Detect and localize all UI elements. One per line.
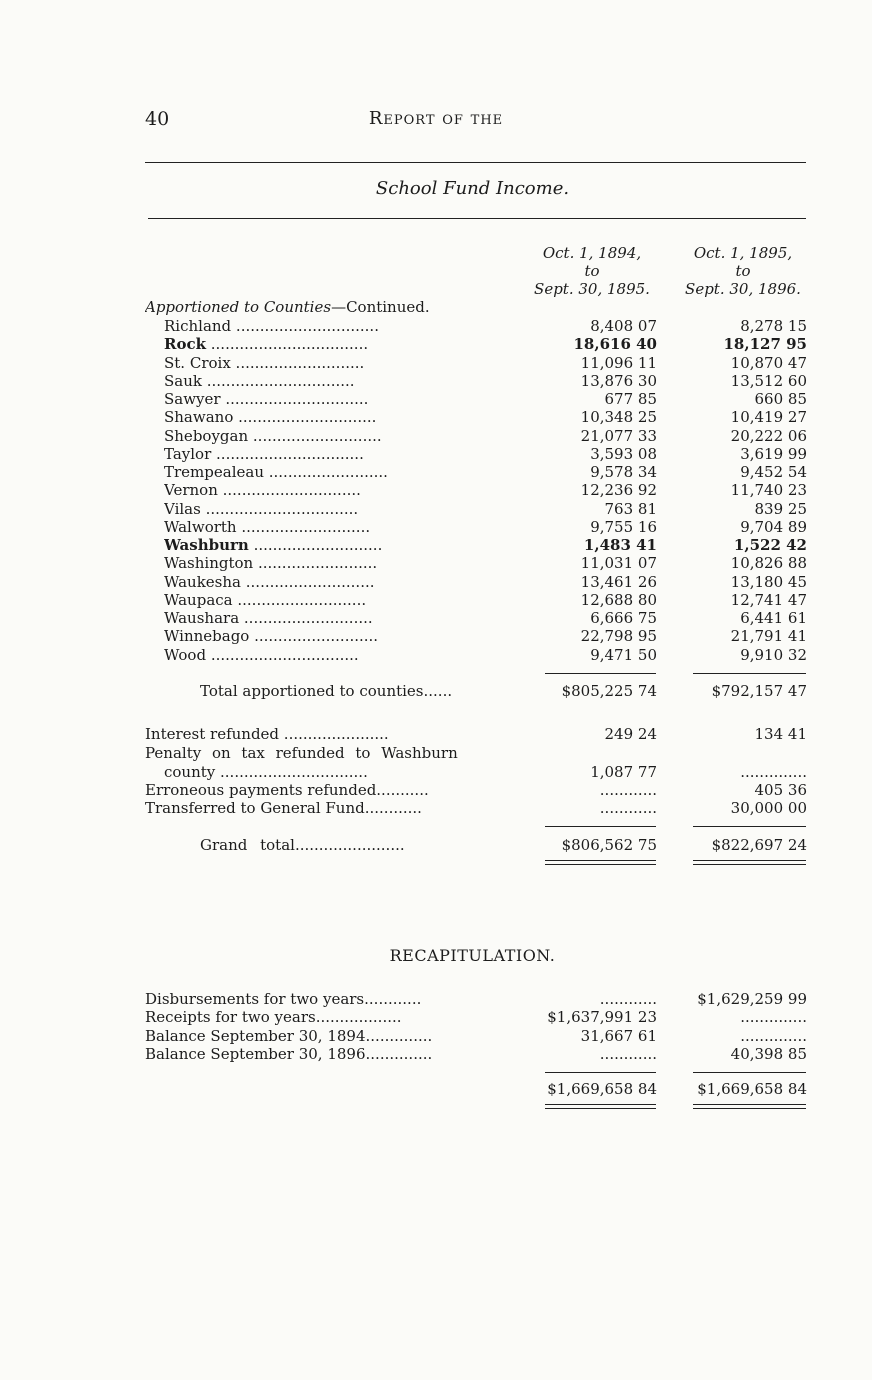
column-heading-1894-line2: to <box>584 262 600 280</box>
county-name <box>164 481 361 499</box>
erroneous-payments-1894: ............ <box>599 781 657 799</box>
county-leader-dots: ........................... <box>248 536 383 554</box>
county-value-1894: 9,578 34 <box>590 463 657 481</box>
county-leader-dots: ........................... <box>239 609 373 627</box>
transferred-1895: 30,000 00 <box>730 799 807 817</box>
recap-total-2: $1,669,658 84 <box>697 1080 807 1098</box>
recap-total-1: $1,669,658 84 <box>547 1080 657 1098</box>
county-leader-dots: .............................. <box>231 317 379 335</box>
recap-value-2: .............. <box>740 1026 807 1045</box>
county-value-1894: 11,031 07 <box>580 554 657 573</box>
recap-double-rule-1 <box>545 1104 656 1109</box>
county-value-1895: 9,452 54 <box>740 463 807 481</box>
county-name <box>164 354 364 372</box>
county-value-1895: 9,910 32 <box>740 645 807 664</box>
county-name <box>164 390 368 408</box>
county-name-text: Waukesha <box>164 572 241 591</box>
transferred-label: Transferred to General Fund............ <box>145 799 422 817</box>
county-leader-dots: ............................... <box>211 444 364 463</box>
county-name <box>164 591 366 609</box>
county-name-text: Shawano <box>164 408 234 427</box>
county-value-1895: 11,740 23 <box>730 481 807 500</box>
county-name <box>164 317 379 335</box>
county-value-1895: 3,619 99 <box>740 444 807 463</box>
grand-total-1895: $822,697 24 <box>711 836 807 854</box>
running-head <box>0 108 872 129</box>
total-apportioned-row <box>145 682 807 700</box>
transferred-row <box>145 799 807 817</box>
county-value-1894: 13,876 30 <box>580 371 657 390</box>
interest-refunded-1894: 249 24 <box>604 725 657 743</box>
penalty-label-line1: Penalty on tax refunded to Washburn <box>145 744 458 762</box>
county-leader-dots: ................................. <box>206 335 369 354</box>
recap-value-1: ............ <box>599 1044 657 1063</box>
county-leader-dots: .............................. <box>220 390 369 408</box>
county-row <box>145 427 807 445</box>
apportioned-heading-rest: —Continued. <box>331 298 430 316</box>
county-row <box>145 536 807 554</box>
recap-label: Balance September 30, 1896.............. <box>145 1044 433 1063</box>
county-row <box>145 591 807 609</box>
apportioned-heading <box>145 298 807 316</box>
column-heading-1894 <box>527 244 657 298</box>
county-name <box>164 573 375 591</box>
county-leader-dots: ........................... <box>230 353 365 372</box>
recap-label: Balance September 30, 1894.............. <box>145 1026 433 1045</box>
county-name <box>164 372 355 390</box>
recap-double-rule-2 <box>693 1104 806 1109</box>
running-head-text: Report of the <box>368 108 504 129</box>
double-rule-1894 <box>545 860 656 865</box>
penalty-1894: 1,087 77 <box>590 763 657 781</box>
county-row <box>145 627 807 645</box>
county-value-1894: 677 85 <box>604 390 657 408</box>
grand-total-row <box>145 836 807 854</box>
recap-sum-line-2 <box>693 1072 806 1073</box>
county-row <box>145 463 807 481</box>
sum-line-1895 <box>693 673 806 674</box>
county-value-1895: 21,791 41 <box>730 627 807 646</box>
recap-value-1: 31,667 61 <box>580 1026 657 1045</box>
county-name <box>164 427 382 445</box>
county-name-text: Taylor <box>164 444 212 463</box>
county-name-text: Wood <box>164 645 207 664</box>
county-leader-dots: ........................... <box>236 517 371 536</box>
column-heading-1894-line1: Oct. 1, 1894, <box>542 244 642 262</box>
page-number: 40 <box>145 108 170 130</box>
recap-sum-line-1 <box>545 1072 656 1073</box>
county-value-1894: 18,616 40 <box>573 335 657 354</box>
county-name <box>164 554 377 572</box>
county-value-1894: 1,483 41 <box>583 536 657 554</box>
column-heading-1895 <box>677 244 809 298</box>
county-name <box>164 518 370 536</box>
total-apportioned-1895: $792,157 47 <box>711 682 807 700</box>
county-name <box>164 646 359 664</box>
county-value-1895: 1,522 42 <box>733 536 807 554</box>
county-leader-dots: ......................... <box>253 554 378 573</box>
column-heading-1895-line1: Oct. 1, 1895, <box>693 244 793 262</box>
county-name <box>164 609 373 627</box>
county-name-text: Richland <box>164 317 232 335</box>
county-value-1894: 11,096 11 <box>580 353 657 372</box>
section-title: School Fund Income. <box>375 178 570 199</box>
county-value-1894: 12,236 92 <box>580 481 657 500</box>
erroneous-payments-1895: 405 36 <box>754 781 807 799</box>
county-value-1894: 21,077 33 <box>580 426 657 445</box>
county-value-1894: 13,461 26 <box>580 572 657 591</box>
county-row <box>145 500 807 518</box>
county-row <box>145 554 807 572</box>
county-row <box>145 481 807 499</box>
county-value-1894: 8,408 07 <box>590 317 657 335</box>
recap-row <box>145 1045 807 1063</box>
county-value-1894: 9,471 50 <box>590 645 657 664</box>
county-value-1895: 9,704 89 <box>740 517 807 536</box>
county-value-1894: 10,348 25 <box>580 408 657 427</box>
county-value-1894: 22,798 95 <box>580 627 657 646</box>
county-value-1895: 13,512 60 <box>730 371 807 390</box>
grand-sum-line-1894 <box>545 826 656 827</box>
erroneous-payments-row <box>145 781 807 799</box>
county-leader-dots: .......................... <box>249 627 379 646</box>
header-rule <box>145 162 806 163</box>
county-name-text: Winnebago <box>164 627 250 646</box>
county-name-text: Sauk <box>164 371 202 390</box>
recap-row <box>145 1008 807 1026</box>
county-name-text: Waupaca <box>164 590 233 609</box>
county-value-1895: 660 85 <box>754 390 807 408</box>
county-leader-dots: ............................... <box>201 371 355 390</box>
column-heading-1895-line3: Sept. 30, 1896. <box>685 280 801 298</box>
penalty-1895: .............. <box>740 763 807 781</box>
county-leader-dots: ........................... <box>241 572 375 591</box>
county-value-1895: 8,278 15 <box>740 317 807 335</box>
penalty-row-line1 <box>145 744 807 762</box>
recap-label: Receipts for two years.................. <box>145 1008 402 1027</box>
county-leader-dots: ............................. <box>233 408 377 427</box>
county-row <box>145 372 807 390</box>
county-name-text: Sheboygan <box>164 426 249 445</box>
county-row <box>145 317 807 335</box>
county-row <box>145 390 807 408</box>
grand-total-label: Grand total....................... <box>200 836 405 854</box>
transferred-1894: ............ <box>599 799 657 817</box>
county-value-1894: 763 81 <box>604 499 657 518</box>
county-name <box>164 627 378 645</box>
county-name-text: Vilas <box>164 499 201 518</box>
county-name-text: Trempealeau <box>164 463 264 481</box>
county-value-1895: 18,127 95 <box>723 335 807 354</box>
county-name-text: Walworth <box>164 517 237 536</box>
grand-sum-line-1895 <box>693 826 806 827</box>
apportioned-heading-italic: Apportioned to Counties <box>145 298 332 316</box>
penalty-label-line2: county ............................... <box>164 763 368 781</box>
county-leader-dots: ........................... <box>232 590 367 609</box>
county-value-1894: 6,666 75 <box>590 609 657 627</box>
county-name-text: Vernon <box>164 481 218 500</box>
county-leader-dots: ............................... <box>206 645 359 664</box>
county-value-1894: 9,755 16 <box>590 517 657 536</box>
erroneous-payments-label: Erroneous payments refunded........... <box>145 781 429 799</box>
county-name <box>164 536 382 554</box>
county-value-1895: 20,222 06 <box>730 426 807 445</box>
column-heading-1894-line3: Sept. 30, 1895. <box>534 280 650 298</box>
county-value-1895: 10,826 88 <box>730 554 807 573</box>
county-row <box>145 518 807 536</box>
county-name <box>164 408 376 426</box>
county-row <box>145 354 807 372</box>
county-leader-dots: ................................ <box>200 499 359 518</box>
column-heading-1895-line2: to <box>735 262 751 280</box>
county-leader-dots: ......................... <box>263 463 388 481</box>
interest-refunded-label: Interest refunded ...................... <box>145 725 389 743</box>
recap-label: Disbursements for two years............ <box>145 990 422 1008</box>
double-rule-1895 <box>693 860 806 865</box>
penalty-row-line2 <box>145 763 807 781</box>
county-row <box>145 335 807 353</box>
county-value-1894: 3,593 08 <box>590 444 657 463</box>
county-name <box>164 335 368 353</box>
county-row <box>145 646 807 664</box>
county-name-text: Waushara <box>164 609 240 627</box>
grand-total-1894: $806,562 75 <box>561 836 657 854</box>
county-value-1894: 12,688 80 <box>580 590 657 609</box>
recap-value-1: $1,637,991 23 <box>547 1008 657 1027</box>
county-value-1895: 13,180 45 <box>730 572 807 591</box>
recap-value-1: ............ <box>599 990 657 1008</box>
county-name-text: Sawyer <box>164 390 221 408</box>
county-row <box>145 408 807 426</box>
county-value-1895: 10,419 27 <box>730 408 807 427</box>
title-rule <box>148 218 806 219</box>
recap-value-2: $1,629,259 99 <box>697 990 807 1008</box>
recap-value-2: .............. <box>740 1008 807 1027</box>
county-value-1895: 6,441 61 <box>740 609 807 627</box>
county-name <box>164 445 364 463</box>
recapitulation-heading: RECAPITULATION. <box>389 946 556 965</box>
interest-refunded-row <box>145 725 807 743</box>
county-name-text: St. Croix <box>164 353 231 372</box>
recap-value-2: 40,398 85 <box>730 1044 807 1063</box>
county-name-text: Washburn <box>164 536 249 554</box>
interest-refunded-1895: 134 41 <box>754 725 807 743</box>
county-value-1895: 839 25 <box>754 499 807 518</box>
county-name <box>164 463 388 481</box>
recap-row <box>145 990 807 1008</box>
county-name <box>164 500 358 518</box>
county-leader-dots: ........................... <box>248 426 382 445</box>
county-row <box>145 445 807 463</box>
county-name-text: Washington <box>164 554 254 573</box>
county-name-text: Rock <box>164 335 206 354</box>
total-apportioned-label: Total apportioned to counties...... <box>200 682 453 700</box>
sum-line-1894 <box>545 673 656 674</box>
county-leader-dots: ............................. <box>217 481 361 500</box>
total-apportioned-1894: $805,225 74 <box>561 682 657 700</box>
county-row <box>145 609 807 627</box>
county-value-1895: 10,870 47 <box>730 353 807 372</box>
county-value-1895: 12,741 47 <box>730 590 807 609</box>
county-row <box>145 573 807 591</box>
recap-total-row <box>145 1080 807 1098</box>
recap-row <box>145 1027 807 1045</box>
